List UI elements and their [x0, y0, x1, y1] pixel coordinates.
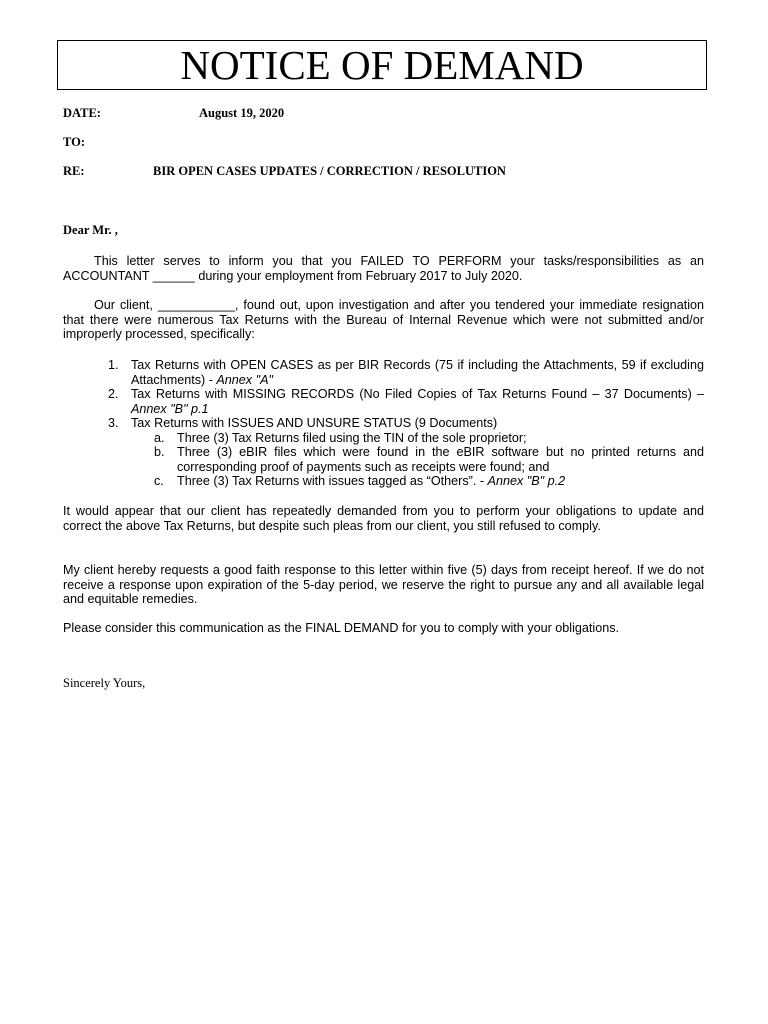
sublist-item: [131, 431, 704, 446]
issues-sublist: [131, 431, 704, 489]
date-value: August 19, 2020: [199, 106, 285, 120]
salutation: Dear Mr. ,: [63, 223, 118, 237]
date-label: DATE:: [63, 106, 101, 120]
sublist-item: [131, 445, 704, 474]
sublist-item-letter: a.: [154, 430, 165, 445]
paragraph-findings: Our client, ___________, found out, upon investigation and after you tendered your immediate resignation that there were numerous Tax Returns with the Bureau of Internal Revenue which were not submitted and/or improperly processed, specifically:: [63, 298, 704, 341]
paragraph-request: My client hereby requests a good faith response to this letter within five (5) days from receipt hereof. If we do not receive a response upon expiration of the 5-day period, we reserve the right to pursue any and all available legal and equitable remedies.: [63, 563, 704, 606]
list-item-number: 1.: [108, 358, 119, 372]
list-item: [108, 416, 704, 489]
list-item-number: 3.: [108, 416, 119, 430]
sublist-item-text: Three (3) Tax Returns with issues tagged as “Others”. -: [177, 474, 488, 488]
annex-reference: Annex "B" p.1: [131, 401, 209, 416]
list-item-number: 2.: [108, 387, 119, 401]
findings-list: [108, 358, 704, 489]
paragraph-intro: This letter serves to inform you that you FAILED TO PERFORM your tasks/responsibilities as an ACCOUNTANT ______ during your employment from February 2017 to July 2020.: [63, 254, 704, 283]
sublist-item-letter: c.: [154, 474, 164, 488]
sublist-item-letter: b.: [154, 445, 165, 459]
list-item-text: Tax Returns with ISSUES AND UNSURE STATUS (9 Documents): [131, 416, 498, 430]
document-title: NOTICE OF DEMAND: [57, 40, 707, 90]
closing: Sincerely Yours,: [63, 676, 146, 690]
annex-reference: Annex "A": [216, 372, 273, 387]
re-label: RE:: [63, 164, 85, 178]
list-item: [108, 358, 704, 387]
sublist-item-text: Three (3) eBIR files which were found in the eBIR software but no printed returns and corresponding proof of payments such as receipts were found; and: [177, 445, 704, 474]
sublist-item: [131, 474, 704, 489]
list-item: [108, 387, 704, 416]
annex-reference: Annex "B" p.2: [487, 474, 566, 488]
re-subject: BIR OPEN CASES UPDATES / CORRECTION / RESOLUTION: [153, 164, 506, 178]
paragraph-final-demand: Please consider this communication as the FINAL DEMAND for you to comply with your obligations.: [63, 621, 619, 635]
paragraph-demands: It would appear that our client has repeatedly demanded from you to perform your obligations to update and correct the above Tax Returns, but despite such pleas from our client, you still refused to comply.: [63, 504, 704, 533]
sublist-item-text: Three (3) Tax Returns filed using the TIN of the sole proprietor;: [177, 430, 527, 445]
to-label: TO:: [63, 135, 85, 149]
list-item-text: Tax Returns with OPEN CASES as per BIR Records (75 if including the Attachments, 59 if excluding Attachments) -: [131, 358, 704, 387]
list-item-text: Tax Returns with MISSING RECORDS (No Filed Copies of Tax Returns Found – 37 Documents) –: [131, 387, 704, 401]
